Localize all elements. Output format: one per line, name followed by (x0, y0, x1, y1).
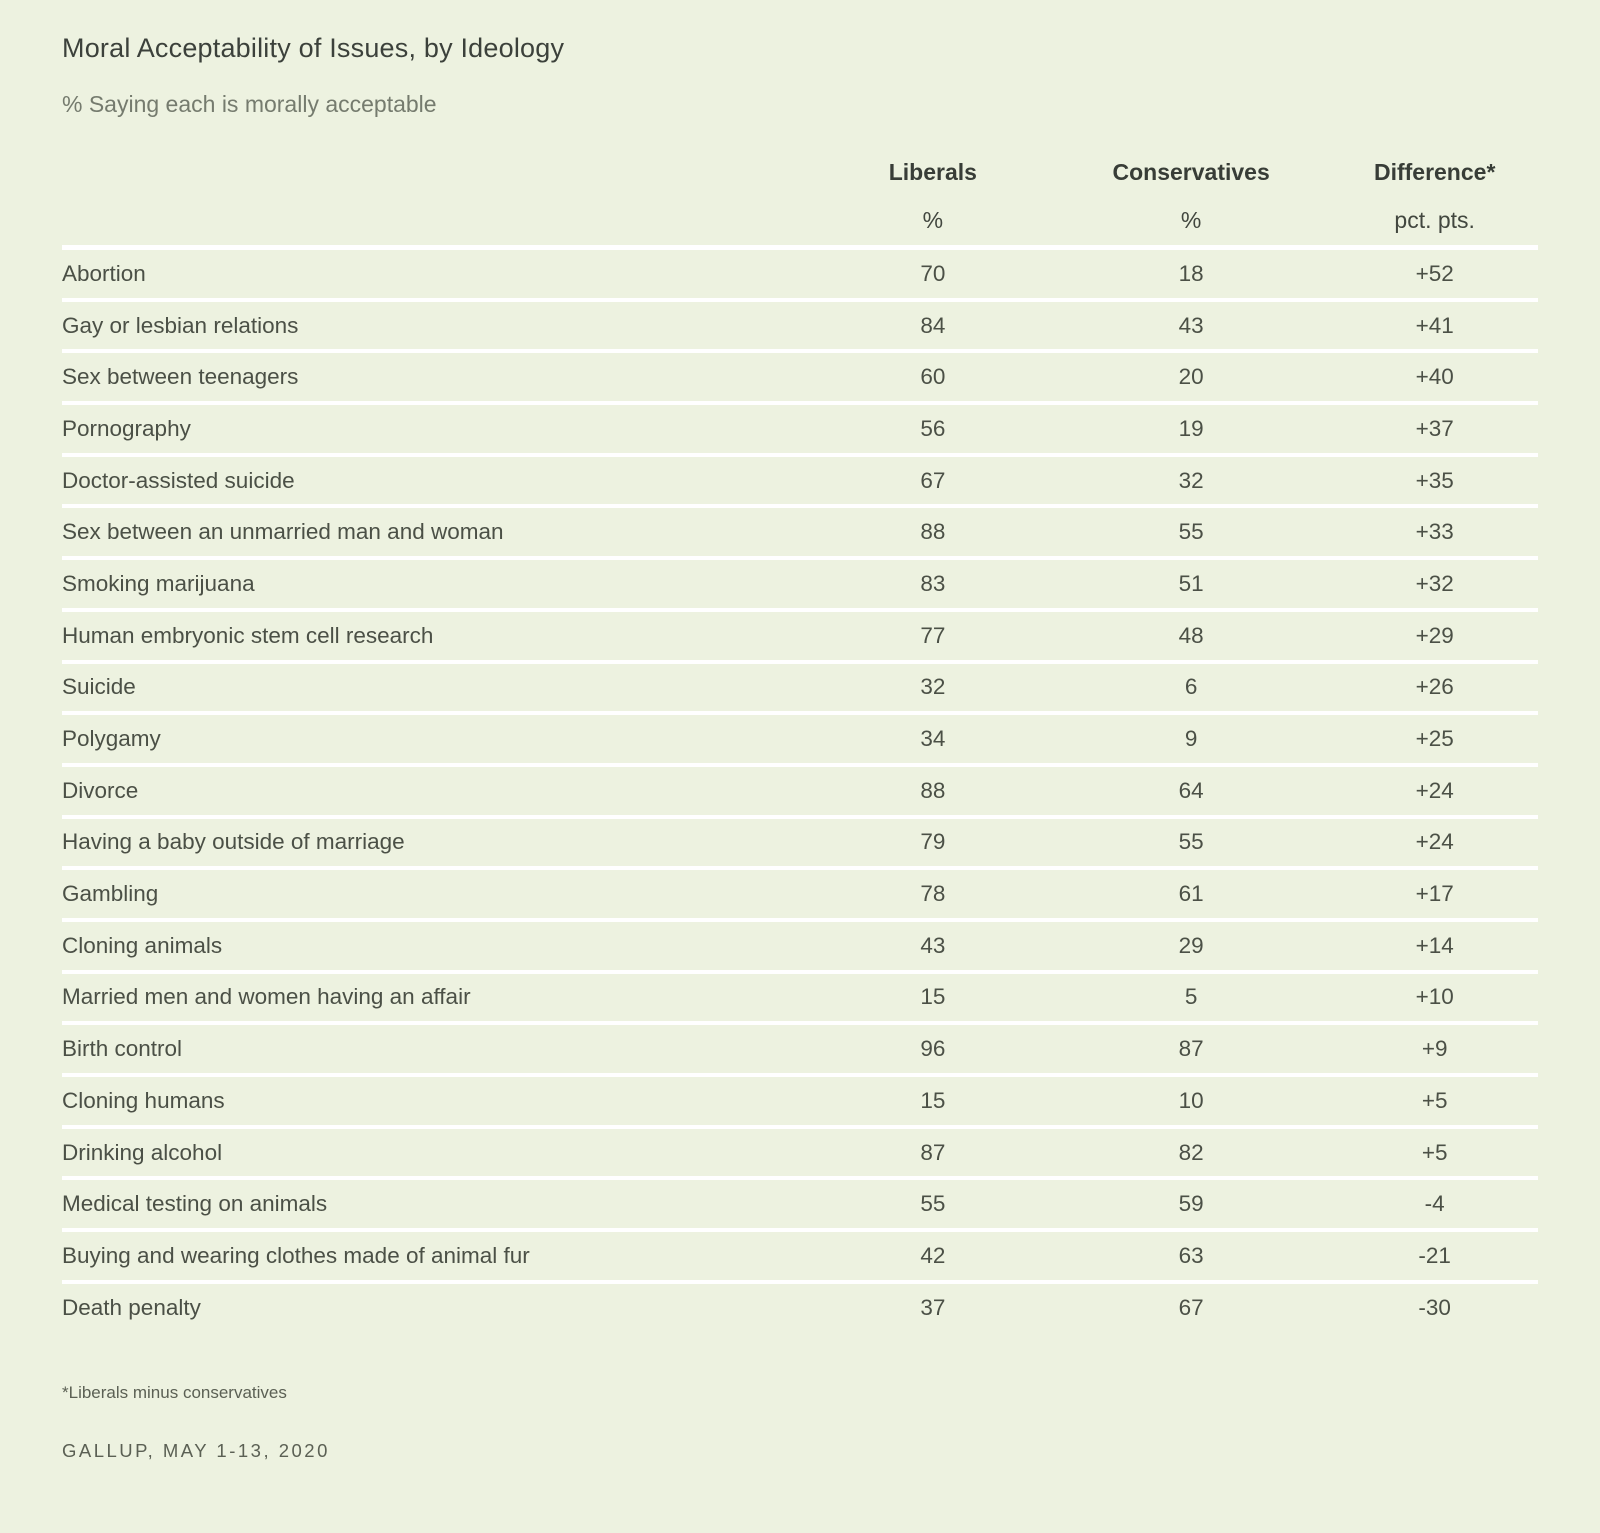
liberals-value: 70 (815, 248, 1051, 300)
table-row (62, 610, 1538, 662)
conservatives-value: 48 (1051, 610, 1331, 662)
liberals-value: 78 (815, 868, 1051, 920)
difference-value: +5 (1331, 1127, 1538, 1179)
issue-label: Cloning humans (62, 1075, 815, 1127)
issue-label: Death penalty (62, 1282, 815, 1332)
conservatives-value: 10 (1051, 1075, 1331, 1127)
liberals-value: 77 (815, 610, 1051, 662)
table-row (62, 403, 1538, 455)
table-row (62, 351, 1538, 403)
difference-value: +37 (1331, 403, 1538, 455)
conservatives-value: 9 (1051, 713, 1331, 765)
difference-value: +24 (1331, 765, 1538, 817)
conservatives-value: 67 (1051, 1282, 1331, 1332)
conservatives-value: 61 (1051, 868, 1331, 920)
liberals-value: 96 (815, 1023, 1051, 1075)
difference-value: -4 (1331, 1178, 1538, 1230)
difference-value: +40 (1331, 351, 1538, 403)
liberals-value: 43 (815, 920, 1051, 972)
column-names-row (62, 148, 1538, 196)
conservatives-value: 20 (1051, 351, 1331, 403)
table-row (62, 455, 1538, 507)
liberals-value: 67 (815, 455, 1051, 507)
liberals-value: 87 (815, 1127, 1051, 1179)
difference-column-header: Difference* (1373, 158, 1496, 185)
issue-label: Cloning animals (62, 920, 815, 972)
conservatives-value: 43 (1051, 300, 1331, 352)
conservatives-value: 82 (1051, 1127, 1331, 1179)
table-row (62, 920, 1538, 972)
difference-value: +14 (1331, 920, 1538, 972)
table-header (62, 148, 1538, 248)
difference-value: +5 (1331, 1075, 1538, 1127)
liberals-value: 34 (815, 713, 1051, 765)
issue-label: Birth control (62, 1023, 815, 1075)
liberals-value: 83 (815, 558, 1051, 610)
difference-value: +24 (1331, 817, 1538, 869)
liberals-unit-label: % (922, 207, 944, 233)
issue-label: Human embryonic stem cell research (62, 610, 815, 662)
table-row (62, 662, 1538, 714)
conservatives-column-header: Conservatives (1112, 158, 1270, 185)
liberals-column-header: Liberals (888, 158, 977, 185)
liberals-value: 55 (815, 1178, 1051, 1230)
conservatives-value: 87 (1051, 1023, 1331, 1075)
table-row (62, 1023, 1538, 1075)
table-row (62, 1178, 1538, 1230)
liberals-value: 42 (815, 1230, 1051, 1282)
table-row (62, 506, 1538, 558)
issue-label: Gay or lesbian relations (62, 300, 815, 352)
issue-label: Sex between an unmarried man and woman (62, 506, 815, 558)
difference-value: -30 (1331, 1282, 1538, 1332)
conservatives-value: 5 (1051, 972, 1331, 1024)
difference-value: +52 (1331, 248, 1538, 300)
difference-value: +9 (1331, 1023, 1538, 1075)
difference-value: +26 (1331, 662, 1538, 714)
conservatives-value: 63 (1051, 1230, 1331, 1282)
difference-value: +33 (1331, 506, 1538, 558)
moral-acceptability-table (62, 148, 1538, 1331)
issue-column-header (62, 148, 815, 196)
table-row (62, 1075, 1538, 1127)
conservatives-value: 51 (1051, 558, 1331, 610)
issue-label: Divorce (62, 765, 815, 817)
issue-label: Sex between teenagers (62, 351, 815, 403)
issue-label: Medical testing on animals (62, 1178, 815, 1230)
issue-label: Polygamy (62, 713, 815, 765)
issue-label: Abortion (62, 248, 815, 300)
liberals-value: 60 (815, 351, 1051, 403)
liberals-value: 15 (815, 972, 1051, 1024)
issue-label: Married men and women having an affair (62, 972, 815, 1024)
table-row (62, 248, 1538, 300)
issue-label: Smoking marijuana (62, 558, 815, 610)
difference-value: +32 (1331, 558, 1538, 610)
table-row (62, 713, 1538, 765)
issue-label: Buying and wearing clothes made of animal fur (62, 1230, 815, 1282)
difference-unit-label: pct. pts. (1394, 207, 1475, 233)
liberals-value: 79 (815, 817, 1051, 869)
page-title: Moral Acceptability of Issues, by Ideology (62, 33, 565, 63)
table-row (62, 972, 1538, 1024)
table-row (62, 868, 1538, 920)
issue-label: Doctor-assisted suicide (62, 455, 815, 507)
table-row (62, 558, 1538, 610)
conservatives-value: 29 (1051, 920, 1331, 972)
liberals-value: 56 (815, 403, 1051, 455)
difference-value: +41 (1331, 300, 1538, 352)
table-row (62, 1230, 1538, 1282)
difference-value: +35 (1331, 455, 1538, 507)
page-subtitle: % Saying each is morally acceptable (62, 91, 437, 117)
issue-label: Having a baby outside of marriage (62, 817, 815, 869)
difference-value: +29 (1331, 610, 1538, 662)
liberals-value: 88 (815, 765, 1051, 817)
conservatives-value: 18 (1051, 248, 1331, 300)
conservatives-value: 55 (1051, 506, 1331, 558)
issue-label: Drinking alcohol (62, 1127, 815, 1179)
issue-label: Pornography (62, 403, 815, 455)
footnote: *Liberals minus conservatives (62, 1383, 287, 1403)
conservatives-value: 6 (1051, 662, 1331, 714)
source-line: GALLUP, MAY 1-13, 2020 (62, 1440, 330, 1462)
table-row (62, 1127, 1538, 1179)
liberals-value: 32 (815, 662, 1051, 714)
difference-value: +10 (1331, 972, 1538, 1024)
difference-value: -21 (1331, 1230, 1538, 1282)
table-row (62, 1282, 1538, 1332)
issue-label: Suicide (62, 662, 815, 714)
table-body (62, 248, 1538, 1332)
conservatives-value: 64 (1051, 765, 1331, 817)
liberals-value: 88 (815, 506, 1051, 558)
column-units-row (62, 196, 1538, 248)
table-row (62, 300, 1538, 352)
conservatives-unit-label: % (1180, 207, 1202, 233)
liberals-value: 37 (815, 1282, 1051, 1332)
conservatives-value: 19 (1051, 403, 1331, 455)
conservatives-value: 32 (1051, 455, 1331, 507)
liberals-value: 15 (815, 1075, 1051, 1127)
issue-label: Gambling (62, 868, 815, 920)
difference-value: +25 (1331, 713, 1538, 765)
conservatives-value: 59 (1051, 1178, 1331, 1230)
table-row (62, 765, 1538, 817)
issue-units-spacer (62, 196, 815, 248)
difference-value: +17 (1331, 868, 1538, 920)
table-row (62, 817, 1538, 869)
liberals-value: 84 (815, 300, 1051, 352)
conservatives-value: 55 (1051, 817, 1331, 869)
